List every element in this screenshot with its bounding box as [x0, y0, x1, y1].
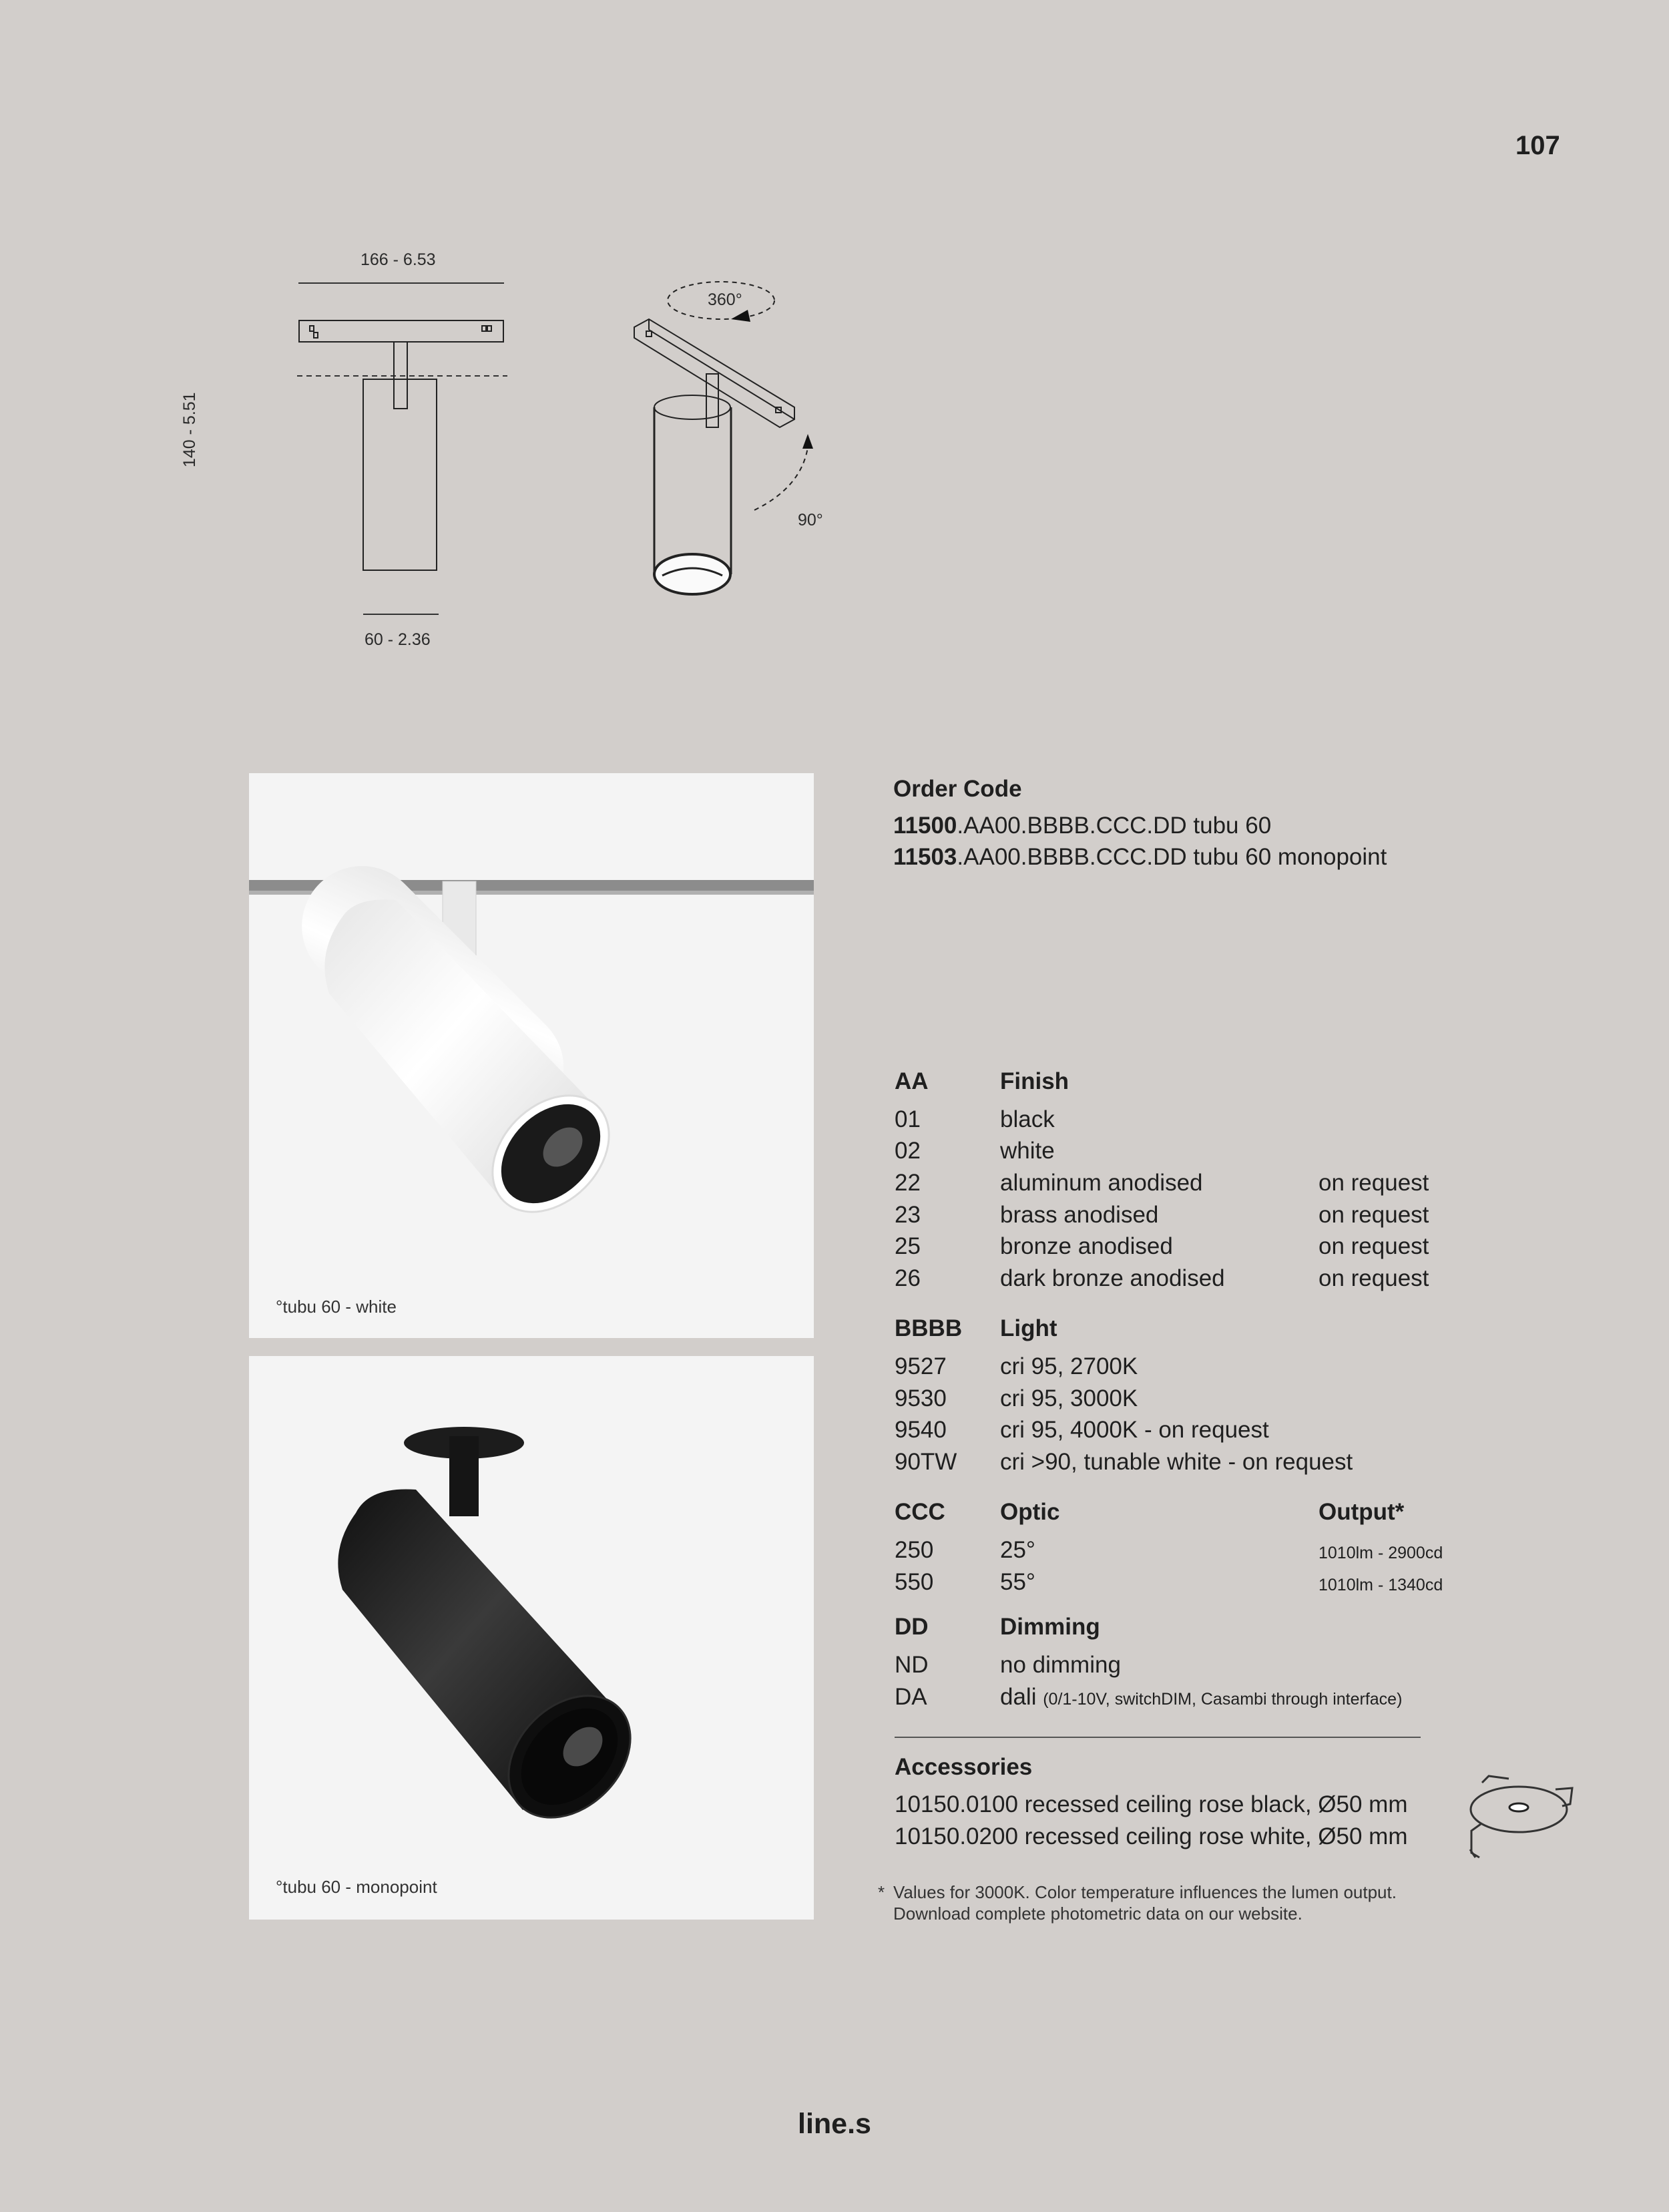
optic-desc: 55°: [1000, 1569, 1035, 1595]
light-code: 90TW: [895, 1449, 957, 1475]
brand-logo-text: line.s: [798, 2108, 871, 2140]
dimming-desc-main: dali: [1000, 1684, 1037, 1710]
accessories-title: Accessories: [895, 1754, 1033, 1780]
rotation-label: 360°: [708, 290, 742, 309]
output-header: Output*: [1319, 1499, 1405, 1525]
finish-desc: bronze anodised: [1000, 1233, 1173, 1259]
accessory-item: 10150.0100 recessed ceiling rose black, Ø50 mm: [895, 1791, 1408, 1817]
light-code-header: BBBB: [895, 1315, 963, 1341]
footnote-line: Values for 3000K. Color temperature influences the lumen output.: [893, 1882, 1397, 1902]
order-code-bold: 11500: [893, 813, 957, 839]
footnote-marker: *: [878, 1882, 885, 1902]
optic-header: Optic: [1000, 1499, 1060, 1525]
white-spotlight-illustration: [249, 773, 814, 1338]
light-code: 9527: [895, 1353, 947, 1379]
product-photo-monopoint: [249, 1356, 814, 1920]
finish-note: on request: [1319, 1265, 1429, 1291]
tilt-label: 90°: [798, 511, 823, 529]
finish-header: Finish: [1000, 1068, 1069, 1094]
height-dimension-label: 140 - 5.51: [180, 392, 199, 467]
optic-code: 250: [895, 1537, 934, 1563]
finish-desc: aluminum anodised: [1000, 1170, 1203, 1196]
light-desc: cri 95, 4000K - on request: [1000, 1417, 1269, 1443]
light-desc: cri >90, tunable white - on request: [1000, 1449, 1353, 1475]
finish-code: 23: [895, 1202, 921, 1228]
footnote-line: Download complete photometric data on our website.: [893, 1904, 1302, 1924]
order-code-bold: 11503: [893, 844, 957, 870]
light-desc: cri 95, 3000K: [1000, 1385, 1138, 1411]
finish-code: 22: [895, 1170, 921, 1196]
dimming-code: ND: [895, 1652, 929, 1678]
light-header: Light: [1000, 1315, 1057, 1341]
finish-desc: white: [1000, 1138, 1055, 1164]
finish-code: 26: [895, 1265, 921, 1291]
dimming-desc-detail: (0/1-10V, switchDIM, Casambi through interface): [1043, 1690, 1403, 1709]
finish-code: 01: [895, 1106, 921, 1132]
order-code-rest: .AA00.BBBB.CCC.DD tubu 60 monopoint: [957, 844, 1387, 870]
front-view-drawing: [240, 267, 547, 641]
finish-note: on request: [1319, 1170, 1429, 1196]
order-code-line: [893, 813, 1271, 839]
finish-desc: black: [1000, 1106, 1055, 1132]
photo-caption-monopoint: °tubu 60 - monopoint: [276, 1877, 437, 1897]
dimming-desc: no dimming: [1000, 1652, 1121, 1678]
light-code: 9530: [895, 1385, 947, 1411]
finish-code-header: AA: [895, 1068, 929, 1094]
light-desc: cri 95, 2700K: [1000, 1353, 1138, 1379]
optic-output: 1010lm - 1340cd: [1319, 1576, 1443, 1594]
ceiling-rose-drawing: [1462, 1769, 1576, 1863]
order-code-line: [893, 844, 1387, 871]
dimming-header: Dimming: [1000, 1614, 1100, 1640]
photo-caption-white: °tubu 60 - white: [276, 1297, 397, 1317]
finish-note: on request: [1319, 1202, 1429, 1228]
product-photo-white: [249, 773, 814, 1338]
dimming-code: DA: [895, 1684, 927, 1710]
finish-desc: brass anodised: [1000, 1202, 1159, 1228]
finish-code: 02: [895, 1138, 921, 1164]
optic-output: 1010lm - 2900cd: [1319, 1544, 1443, 1562]
diameter-dimension-label: 60 - 2.36: [365, 630, 431, 649]
finish-desc: dark bronze anodised: [1000, 1265, 1225, 1291]
order-code-title: Order Code: [893, 776, 1022, 802]
accessory-item: 10150.0200 recessed ceiling rose white, Ø50 mm: [895, 1823, 1408, 1849]
black-spotlight-illustration: [249, 1356, 814, 1920]
finish-note: on request: [1319, 1233, 1429, 1259]
optic-code: 550: [895, 1569, 934, 1595]
perspective-view-drawing: [621, 267, 821, 614]
section-divider: [895, 1737, 1421, 1738]
dimming-code-header: DD: [895, 1614, 929, 1640]
light-code: 9540: [895, 1417, 947, 1443]
width-dimension-label: 166 - 6.53: [361, 250, 436, 269]
dimming-desc: [1000, 1684, 1402, 1711]
page-number: 107: [1515, 131, 1560, 160]
optic-desc: 25°: [1000, 1537, 1035, 1563]
optic-code-header: CCC: [895, 1499, 945, 1525]
finish-code: 25: [895, 1233, 921, 1259]
order-code-rest: .AA00.BBBB.CCC.DD tubu 60: [957, 813, 1272, 839]
